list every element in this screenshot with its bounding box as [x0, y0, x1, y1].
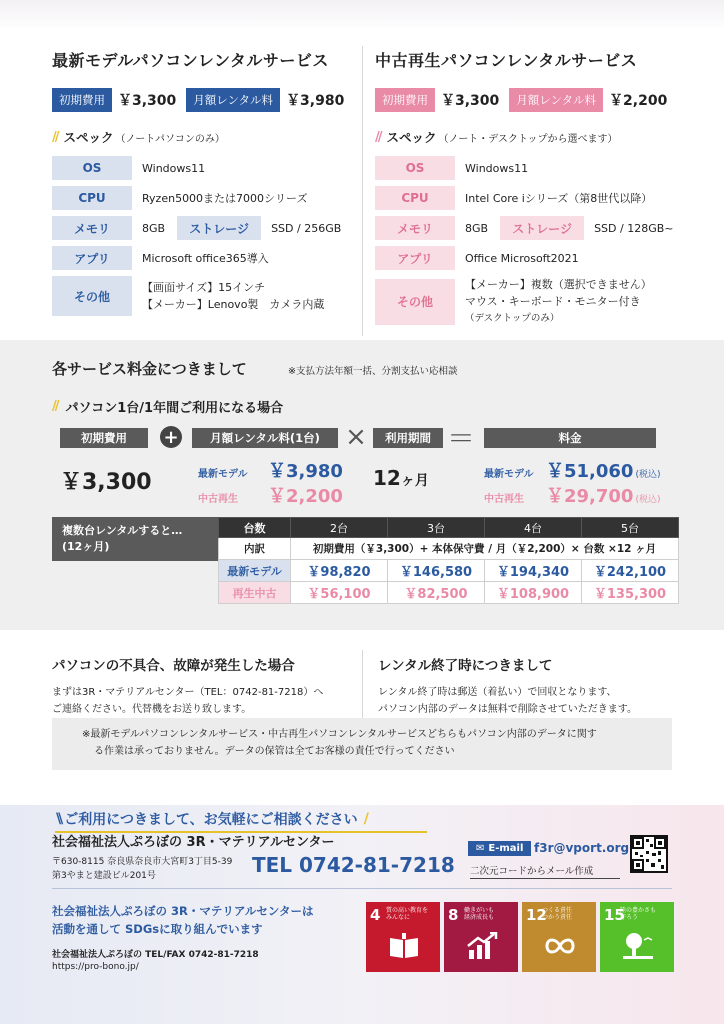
price: ￥2,200 — [268, 486, 343, 507]
email-tag-label: E-mail — [488, 843, 524, 854]
email-address[interactable]: f3r@vport.org — [534, 841, 630, 855]
initial-fee-pill: 初期費用 — [375, 88, 435, 112]
table-cell: ￥98,820 — [291, 560, 388, 582]
times-icon: × — [345, 422, 367, 452]
org-name: 社会福祉法人ぷろぼの 3R・マテリアルセンター — [52, 835, 335, 850]
spec-value: SSD / 128GB~ — [594, 221, 674, 235]
model-label: 中古再生 — [198, 494, 238, 505]
multi-rental-label — [52, 517, 218, 561]
sdg-text: 働きがいも 経済成長も — [464, 907, 495, 921]
tree-icon — [622, 932, 654, 960]
table-header-row — [219, 518, 679, 538]
table-cell: ￥135,300 — [582, 582, 679, 604]
used-monthly-line — [198, 482, 343, 508]
spec-value: Windows11 — [465, 161, 529, 175]
sdgs-statement — [52, 902, 313, 938]
qr-code[interactable] — [630, 835, 668, 873]
initial-fee-header: 初期費用 — [60, 428, 148, 448]
spec-label: ストレージ — [500, 216, 584, 240]
table-cell: ￥56,100 — [291, 582, 388, 604]
total-header: 料金 — [484, 428, 656, 448]
spec-title: スペック — [386, 130, 437, 145]
spec-value: SSD / 256GB — [271, 221, 342, 235]
table-cell: ￥242,100 — [582, 560, 679, 582]
spec-value: Windows11 — [142, 161, 206, 175]
notice-line: ※最新モデルパソコンレンタルサービス・中古再生パソコンレンタルサービスどちらもパソコン内部のデータに関す — [82, 729, 597, 740]
multi-line: (12ヶ月) — [62, 540, 110, 553]
trouble-title: パソコンの不具合、故障が発生した場合 — [52, 658, 295, 674]
spec-line: 【画面サイズ】15インチ — [142, 281, 266, 294]
spec-row-memory — [375, 216, 695, 240]
fees-title: 各サービス料金につきまして — [52, 360, 247, 378]
new-model-service — [52, 48, 372, 322]
spec-label: ストレージ — [177, 216, 261, 240]
table-row — [219, 582, 679, 604]
sdg-text: 陸の豊かさも 守ろう — [620, 907, 657, 921]
model-label: 中古再生 — [484, 494, 524, 505]
spec-row-cpu — [52, 186, 372, 210]
new-monthly-line — [198, 457, 343, 483]
spec-row-os — [375, 156, 695, 180]
period-value — [373, 466, 429, 490]
used-service-title: 中古再生パソコンレンタルサービス — [375, 51, 638, 70]
initial-fee-value: ￥3,300 — [118, 93, 177, 109]
slash-icon: / — [363, 811, 366, 827]
sdgs-line: 活動を通して SDGsに取り組んでいます — [52, 922, 263, 936]
spec-row-app — [52, 246, 372, 270]
price: ￥29,700 — [546, 486, 634, 507]
spec-value: Ryzen5000または7000シリーズ — [142, 192, 308, 205]
monthly-fee-value: ￥2,200 — [609, 93, 668, 109]
spec-line: マウス・キーボード・モニター付き — [465, 295, 641, 308]
monthly-fee-header: 月額レンタル料(1台) — [192, 428, 338, 448]
spec-value: 8GB — [465, 221, 489, 235]
trouble-text: まずは3R・マテリアルセンター（TEL：0742-81-7218）へ — [52, 687, 324, 698]
address-line: 〒630-8115 奈良県奈良市大宮町3丁目5-39 — [52, 857, 233, 867]
contact-section — [0, 805, 724, 1024]
spec-value: Office Microsoft2021 — [465, 251, 579, 265]
price: ￥51,060 — [546, 461, 634, 482]
sdg-number: 12 — [526, 906, 547, 924]
sdg-4-badge — [366, 902, 440, 972]
spec-row-other — [52, 276, 372, 316]
spec-value — [142, 279, 324, 313]
contact-heading-text: ご利用につきまして、お気軽にご相談ください — [64, 812, 358, 828]
monthly-fee-pill: 月額レンタル料 — [186, 88, 280, 112]
table-header: 3台 — [388, 518, 485, 538]
spec-label: OS — [52, 156, 132, 180]
sdg-number: 15 — [604, 906, 625, 924]
spec-title: スペック — [63, 130, 114, 145]
table-cell: ￥82,500 — [388, 582, 485, 604]
model-label: 最新モデル — [198, 469, 248, 480]
price: ￥3,980 — [268, 461, 343, 482]
spec-value: 8GB — [142, 221, 166, 235]
sdg-number: 4 — [370, 906, 381, 924]
table-cell: 内訳 — [219, 538, 291, 560]
months-unit: ヶ月 — [400, 473, 429, 489]
monthly-fee-value: ￥3,980 — [286, 93, 345, 109]
spec-label: アプリ — [375, 246, 455, 270]
slash-icon: \\ — [56, 811, 61, 827]
spec-label: メモリ — [52, 216, 132, 240]
fees-subtitle — [52, 397, 283, 416]
spec-value: Intel Core iシリーズ（第8世代以降） — [465, 192, 653, 205]
mail-icon: ✉ — [476, 843, 485, 854]
end-rental-text: パソコン内部のデータは無料で削除させていただきます。 — [378, 704, 637, 715]
tax-note: (税込) — [635, 495, 661, 505]
phone-number[interactable]: TEL 0742-81-7218 — [252, 853, 455, 877]
growth-chart-icon — [466, 932, 498, 960]
slash-icon: // — [52, 129, 58, 145]
multi-line: 複数台レンタルすると… — [62, 524, 183, 537]
spec-row-other — [375, 276, 695, 327]
initial-fee-value: ￥3,300 — [441, 93, 500, 109]
footer-tel: 社会福祉法人ぷろぼの TEL/FAX 0742-81-7218 — [52, 950, 259, 960]
divider — [362, 46, 363, 336]
spec-row-app — [375, 246, 695, 270]
slash-icon: // — [375, 129, 381, 145]
sdg-15-badge — [600, 902, 674, 972]
email-tag — [468, 841, 531, 856]
services-section — [0, 28, 724, 340]
new-service-title: 最新モデルパソコンレンタルサービス — [52, 51, 329, 70]
sdgs-line: 社会福祉法人ぷろぼの 3R・マテリアルセンターは — [52, 904, 314, 918]
spec-label: その他 — [375, 279, 455, 325]
trouble-info — [52, 654, 323, 718]
spec-heading — [52, 128, 372, 146]
info-section — [0, 630, 724, 805]
total-new-line — [484, 457, 661, 483]
sdg-text: つくる責任 つかう責任 — [542, 907, 573, 921]
spec-subtitle: （ノートパソコンのみ） — [115, 133, 225, 145]
end-rental-info — [378, 654, 637, 718]
table-row — [219, 538, 679, 560]
period-header: 利用期間 — [373, 428, 443, 448]
fees-subtitle-text: パソコン1台/1年間ご利用になる場合 — [65, 401, 284, 416]
table-header: 4台 — [485, 518, 582, 538]
sdg-text: 質の高い教育を みんなに — [386, 907, 429, 921]
end-rental-text: レンタル終了時は郵送（着払い）で回収となります、 — [378, 687, 617, 698]
spec-line: 【メーカー】複数（選択できません） — [465, 278, 652, 291]
qr-code-graphic — [632, 837, 666, 871]
table-header: 2台 — [291, 518, 388, 538]
table-header: 5台 — [582, 518, 679, 538]
qr-note: 二次元コードからメール作成 — [470, 863, 620, 879]
new-price-row — [52, 88, 372, 112]
table-row — [219, 560, 679, 582]
table-cell: ￥146,580 — [388, 560, 485, 582]
spec-label: CPU — [375, 186, 455, 210]
initial-fee-pill: 初期費用 — [52, 88, 112, 112]
divider — [362, 650, 363, 720]
spec-line: （デスクトップのみ） — [465, 313, 560, 324]
divider — [52, 888, 672, 889]
initial-fee-amount: ￥3,300 — [60, 470, 152, 495]
trouble-text: ご連絡ください。代替機をお送り致します。 — [52, 704, 252, 715]
table-cell: 初期費用（￥3,300）+ 本体保守費 / 月（￥2,200）× 台数 ×12 ヶ月 — [291, 538, 679, 560]
sdg-8-badge — [444, 902, 518, 972]
spec-table — [375, 156, 695, 327]
monthly-fee-pill: 月額レンタル料 — [509, 88, 603, 112]
fees-section — [0, 340, 724, 630]
spec-value: Microsoft office365導入 — [142, 252, 269, 265]
spec-label: メモリ — [375, 216, 455, 240]
notice-line: る作業は承っておりません。データの保管は全てお客様の責任で行ってください — [94, 746, 455, 757]
spec-label: OS — [375, 156, 455, 180]
spec-label: アプリ — [52, 246, 132, 270]
spec-table — [52, 156, 372, 316]
table-cell: ￥194,340 — [485, 560, 582, 582]
spec-label: その他 — [52, 276, 132, 316]
sdg-12-badge — [522, 902, 596, 972]
table-header: 台数 — [219, 518, 291, 538]
infinity-icon — [544, 932, 576, 960]
address — [52, 855, 232, 883]
table-cell: 最新モデル — [219, 560, 291, 582]
tax-note: (税込) — [635, 470, 661, 480]
equals-icon: ＝ — [447, 422, 476, 455]
contact-heading — [52, 809, 366, 829]
spec-line: 【メーカー】Lenovo製 カメラ内蔵 — [142, 298, 325, 311]
data-notice — [52, 718, 672, 770]
slash-icon: // — [52, 399, 58, 414]
multi-rental-table — [218, 517, 679, 604]
table-cell: ￥108,900 — [485, 582, 582, 604]
fees-note: ※支払方法年額一括、分割支払い応相談 — [288, 366, 458, 377]
footer-url[interactable]: https://pro-bono.jp/ — [52, 962, 139, 972]
spec-value — [465, 276, 652, 327]
spec-label: CPU — [52, 186, 132, 210]
book-icon — [388, 932, 420, 960]
used-model-service — [375, 48, 695, 333]
used-price-row — [375, 88, 695, 112]
spec-row-memory — [52, 216, 372, 240]
sdg-number: 8 — [448, 906, 459, 924]
spec-heading — [375, 128, 695, 146]
spec-row-os — [52, 156, 372, 180]
table-cell: 再生中古 — [219, 582, 291, 604]
end-rental-title: レンタル終了時につきまして — [378, 658, 553, 674]
plus-icon: + — [160, 426, 182, 448]
model-label: 最新モデル — [484, 469, 534, 480]
months-number: 12 — [373, 466, 401, 490]
total-used-line — [484, 482, 661, 508]
spec-subtitle: （ノート・デスクトップから選べます） — [438, 133, 618, 145]
spec-row-cpu — [375, 186, 695, 210]
address-line: 第3やまと建設ビル201号 — [52, 871, 156, 881]
